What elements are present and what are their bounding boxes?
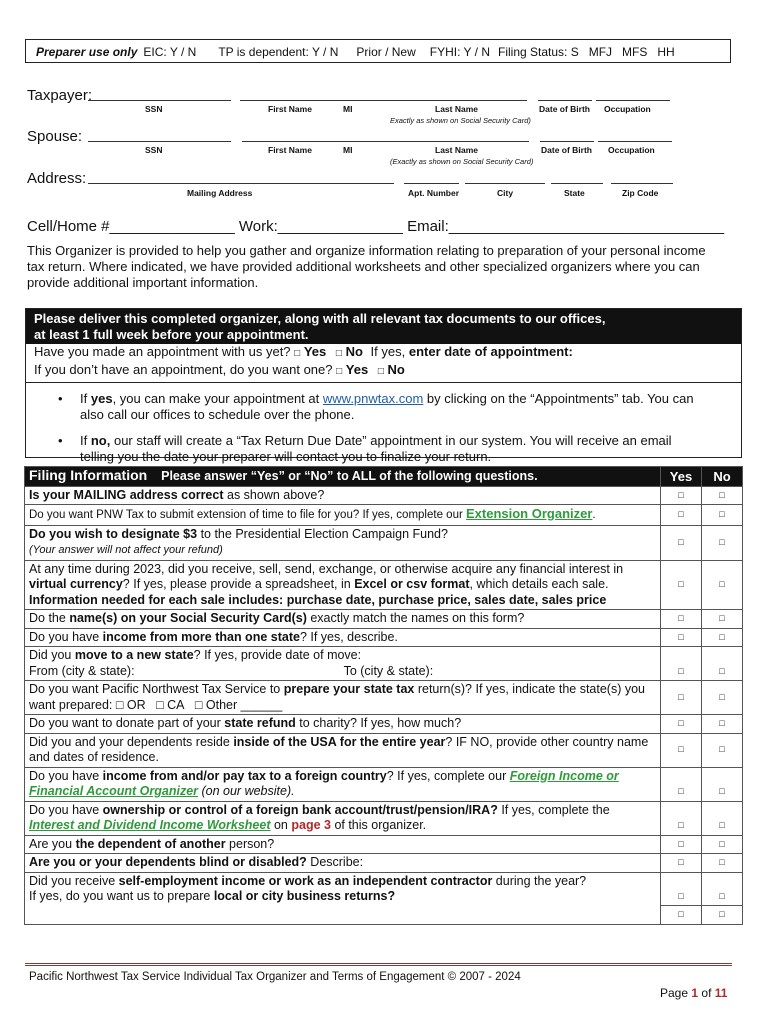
- work-label: Work:: [238, 218, 278, 235]
- q-state-tax: [25, 681, 661, 715]
- q7-from: From (city & state):: [29, 663, 135, 678]
- page-total: 11: [714, 986, 728, 1000]
- q11-text2: ? If yes, complete our: [386, 768, 510, 783]
- q10-bold: inside of the USA for the entire year: [233, 734, 446, 749]
- q15-text1: Did you receive: [29, 873, 119, 888]
- spouse-label: Spouse:: [27, 128, 83, 145]
- pnwtax-link[interactable]: www.pnwtax.com: [322, 391, 424, 406]
- table-row: [25, 733, 743, 767]
- q4-bold2: Excel or csv format: [354, 577, 470, 591]
- q-names-match: [25, 610, 661, 629]
- q-extension: [25, 505, 661, 526]
- q10-yes-checkbox[interactable]: □: [661, 733, 702, 767]
- want-appointment-question: [26, 362, 741, 383]
- q1-text: as shown above?: [223, 487, 325, 502]
- bullet-yes-if: If: [80, 391, 88, 406]
- preparer-fyhi[interactable]: FYHI: Y / N: [429, 45, 490, 59]
- appointment-no-checkbox[interactable]: □: [335, 348, 342, 359]
- q11-text1: Do you have: [29, 768, 103, 783]
- q16-text1: If yes, do you want us to prepare: [29, 889, 214, 903]
- filing-title: Filing Information: [29, 467, 148, 483]
- q16-no-checkbox[interactable]: □: [702, 906, 743, 925]
- q12-text2: If yes, complete the: [497, 802, 610, 817]
- q4-yes-checkbox[interactable]: □: [661, 560, 702, 610]
- deliver-heading: [26, 309, 741, 344]
- q9-text2: to charity? If yes, how much?: [295, 716, 462, 730]
- q10-no-checkbox[interactable]: □: [702, 733, 743, 767]
- appointment-no-label: No: [345, 344, 363, 359]
- q7-yes-checkbox[interactable]: □: [661, 647, 702, 681]
- q12-text3: on: [270, 818, 292, 832]
- q4-text3: , which details each sale.: [469, 577, 609, 591]
- want-appointment-yes-checkbox[interactable]: □: [336, 366, 343, 377]
- taxpayer-first-caption: First Name: [268, 104, 312, 114]
- q7-bold: move to a new state: [74, 648, 194, 662]
- table-row: [25, 628, 743, 647]
- filing-instruction: Please answer “Yes” or “No” to ALL of the following questions.: [161, 469, 538, 483]
- q-local-business: [25, 906, 661, 925]
- taxpayer-dob-field[interactable]: [538, 100, 592, 101]
- want-appointment-yes-label: Yes: [345, 362, 369, 377]
- bullet-yes-text1: , you can make your appointment at: [112, 391, 320, 406]
- appointment-question-text: Have you made an appointment with us yet?: [34, 344, 291, 359]
- table-row: [25, 767, 743, 801]
- q7-to: To (city & state):: [343, 663, 434, 678]
- q13-bold: the dependent of another: [75, 836, 226, 851]
- filing-header-row: [25, 467, 743, 487]
- no-column-header: No: [702, 467, 743, 487]
- q9-yes-checkbox[interactable]: □: [661, 715, 702, 734]
- spouse-first-caption: First Name: [268, 145, 312, 155]
- q12-yes-checkbox[interactable]: □: [661, 801, 702, 835]
- q5-bold: name(s) on your Social Security Card(s): [69, 611, 307, 625]
- q7-no-checkbox[interactable]: □: [702, 647, 743, 681]
- appointment-date-label: enter date of appointment:: [408, 344, 573, 359]
- q-blind-disabled: [25, 854, 661, 873]
- q6-yes-checkbox[interactable]: □: [661, 628, 702, 647]
- intro-paragraph: This Organizer is provided to help you gather and organize information relating to preparation of your personal income tax return. Where indicated, we have provided additional worksheets and other specialized organizers where you can provide additional important information.: [27, 243, 706, 290]
- address-label: Address:: [27, 170, 87, 187]
- q9-text1: Do you want to donate part of your: [29, 716, 225, 730]
- table-row: [25, 835, 743, 854]
- table-row: [25, 610, 743, 629]
- address-state-caption: State: [564, 188, 585, 198]
- q5-yes-checkbox[interactable]: □: [661, 610, 702, 629]
- taxpayer-name-field[interactable]: [240, 100, 527, 101]
- bullet-no: [58, 433, 708, 465]
- q-virtual-currency: [25, 560, 661, 610]
- q13-yes-checkbox[interactable]: □: [661, 835, 702, 854]
- appointment-question: [26, 344, 741, 362]
- table-row: [25, 525, 743, 560]
- q-mailing-address: [25, 486, 661, 505]
- q-election-fund: [25, 525, 661, 560]
- filing-header: [25, 467, 661, 487]
- q8-ca-option[interactable]: □ CA: [156, 697, 185, 712]
- email-field[interactable]: _________________________________: [448, 218, 725, 235]
- q16-yes-checkbox[interactable]: □: [661, 906, 702, 925]
- footer-text: Pacific Northwest Tax Service Individual Tax Organizer and Terms of Engagement © 2007 - 2024: [29, 971, 521, 983]
- q2-end: .: [592, 509, 596, 521]
- q6-text2: ? If yes, describe.: [299, 629, 398, 644]
- appointment-ifyes: If yes,: [370, 344, 406, 359]
- filing-info-table: [24, 466, 743, 925]
- q12-text1: Do you have: [29, 802, 103, 817]
- q13-text1: Are you: [29, 836, 76, 851]
- q8-bold: prepare your state tax: [283, 682, 415, 696]
- deliver-heading-line2: at least 1 full week before your appointment.: [34, 327, 309, 342]
- preparer-box: [25, 39, 731, 63]
- q11-yes-checkbox[interactable]: □: [661, 767, 702, 801]
- q2-yes-checkbox[interactable]: □: [661, 505, 702, 526]
- spouse-dob-caption: Date of Birth: [541, 145, 592, 155]
- preparer-mfj[interactable]: MFJ: [588, 45, 613, 59]
- address-city-field[interactable]: [465, 183, 545, 184]
- table-row: [25, 486, 743, 505]
- page3-ref[interactable]: page 3: [291, 818, 331, 832]
- q3-bold: Do you wish to designate $3: [29, 526, 198, 541]
- q4-bold3: Information needed for each sale includes: purchase date, purchase price, sales date, sales price: [29, 592, 607, 607]
- preparer-label: Preparer use only: [36, 45, 138, 59]
- preparer-eic[interactable]: EIC: Y / N: [143, 45, 197, 59]
- q13-no-checkbox[interactable]: □: [702, 835, 743, 854]
- address-state-field[interactable]: [551, 183, 603, 184]
- taxpayer-mi-caption: MI: [343, 104, 353, 114]
- q7-text2: ? If yes, provide date of move:: [193, 648, 362, 662]
- q3-note: (Your answer will not affect your refund): [29, 544, 223, 556]
- spouse-note: (Exactly as shown on Social Security Card): [390, 157, 534, 166]
- taxpayer-occ-caption: Occupation: [604, 104, 651, 114]
- table-row: [25, 560, 743, 610]
- taxpayer-label: Taxpayer:: [27, 87, 93, 104]
- want-appointment-no-checkbox[interactable]: □: [377, 366, 384, 377]
- bullet-yes: [58, 391, 708, 423]
- q-reside-usa: [25, 733, 661, 767]
- email-label: Email:: [407, 218, 449, 235]
- q-dependent: [25, 835, 661, 854]
- contact-line: [27, 218, 724, 235]
- table-row: [25, 505, 743, 526]
- q5-no-checkbox[interactable]: □: [702, 610, 743, 629]
- deliver-heading-line1: Please deliver this completed organizer, along with all relevant tax documents to our offices,: [34, 311, 606, 326]
- q2-no-checkbox[interactable]: □: [702, 505, 743, 526]
- address-mailing-field[interactable]: [88, 183, 394, 184]
- table-row: [25, 647, 743, 681]
- taxpayer-ssn-field[interactable]: [88, 100, 231, 101]
- interest-dividend-worksheet-link[interactable]: Interest and Dividend Income Worksheet: [29, 818, 271, 832]
- preparer-tp-dependent[interactable]: TP is dependent: Y / N: [218, 45, 339, 59]
- q11-bold: income from and/or pay tax to a foreign country: [102, 768, 387, 783]
- q-donate-refund: [25, 715, 661, 734]
- q4-no-checkbox[interactable]: □: [702, 560, 743, 610]
- q15-yes-checkbox[interactable]: □: [661, 872, 702, 906]
- table-row: [25, 801, 743, 835]
- address-mailing-caption: Mailing Address: [187, 188, 253, 198]
- bullet-no-text: our staff will create a “Tax Return Due Date” appointment in our system. You will receive an email telling you the date your preparer will contact you to finalize your return.: [80, 433, 672, 464]
- q12-no-checkbox[interactable]: □: [702, 801, 743, 835]
- q1-yes-checkbox[interactable]: □: [661, 486, 702, 505]
- q13-text2: person?: [225, 836, 275, 851]
- q5-text2: exactly match the names on this form?: [306, 611, 525, 625]
- q-multi-state: [25, 628, 661, 647]
- cell-field[interactable]: _______________: [109, 218, 235, 235]
- q15-no-checkbox[interactable]: □: [702, 872, 743, 906]
- taxpayer-dob-caption: Date of Birth: [539, 104, 590, 114]
- address-zip-caption: Zip Code: [622, 188, 659, 198]
- spouse-ssn-caption: SSN: [145, 145, 163, 155]
- q3-no-checkbox[interactable]: □: [702, 525, 743, 560]
- preparer-filing-status[interactable]: Filing Status: S: [498, 45, 579, 59]
- q14-bold: Are you or your dependents blind or disabled?: [29, 855, 307, 869]
- q8-other-option[interactable]: □ Other ______: [194, 697, 283, 712]
- preparer-mfs[interactable]: MFS: [622, 45, 648, 59]
- bullet-yes-word: yes: [90, 391, 113, 406]
- deliver-bullets: [58, 391, 741, 465]
- q15-bold: self-employment income or work as an independent contractor: [118, 873, 493, 888]
- q3-text: to the Presidential Election Campaign Fund?: [197, 526, 448, 541]
- taxpayer-note: Exactly as shown on Social Security Card): [390, 116, 531, 125]
- q8-no-checkbox[interactable]: □: [702, 681, 743, 715]
- page-label: Page: [660, 986, 689, 1000]
- q8-text2: return(s)? If yes, indicate the state(s) you want prepared:: [29, 682, 646, 712]
- q1-bold: Is your MAILING address correct: [29, 487, 224, 502]
- q8-yes-checkbox[interactable]: □: [661, 681, 702, 715]
- spouse-dob-field[interactable]: [540, 141, 594, 142]
- q-move-state: [25, 647, 661, 681]
- q6-no-checkbox[interactable]: □: [702, 628, 743, 647]
- q12-text4: of this organizer.: [330, 818, 427, 832]
- q8-or-option[interactable]: □ OR: [115, 697, 146, 712]
- yes-column-header: Yes: [661, 467, 702, 487]
- q-foreign-income: [25, 767, 661, 801]
- taxpayer-last-caption: Last Name: [435, 104, 478, 114]
- q14-text: Describe:: [306, 855, 364, 869]
- table-row: [25, 854, 743, 873]
- q4-text1: At any time during 2023, did you receive, sell, send, exchange, or otherwise acquire any financial interest in: [29, 561, 624, 576]
- spouse-mi-caption: MI: [343, 145, 353, 155]
- q12-bold: ownership or control of a foreign bank account/trust/pension/IRA?: [102, 802, 498, 817]
- spouse-ssn-field[interactable]: [88, 141, 231, 142]
- bullet-yes-text2: by clicking on the “Appointments” tab. You can also call our offices to schedule over the phone.: [80, 391, 694, 422]
- preparer-prior-new[interactable]: Prior / New: [356, 45, 416, 59]
- address-apt-caption: Apt. Number: [408, 188, 459, 198]
- bullet-no-if: If: [80, 433, 88, 448]
- address-city-caption: City: [497, 188, 514, 198]
- q7-text1: Did you: [29, 648, 75, 662]
- taxpayer-occupation-field[interactable]: [596, 100, 670, 101]
- spouse-name-field[interactable]: [242, 141, 529, 142]
- q5-text1: Do the: [29, 611, 70, 625]
- q15-text2: during the year?: [492, 873, 587, 888]
- foreign-income-organizer-link[interactable]: Foreign Income or Financial Account Organizer: [29, 768, 619, 798]
- extension-organizer-link[interactable]: Extension Organizer: [465, 506, 593, 521]
- footer-divider: [25, 963, 732, 967]
- q11-no-checkbox[interactable]: □: [702, 767, 743, 801]
- spouse-last-caption: Last Name: [435, 145, 478, 155]
- page-number: [660, 986, 727, 1000]
- spouse-occupation-field[interactable]: [598, 141, 672, 142]
- spouse-occ-caption: Occupation: [608, 145, 655, 155]
- q10-text1: Did you and your dependents reside: [29, 734, 234, 749]
- q11-text3: (on our website).: [198, 784, 295, 798]
- q3-yes-checkbox[interactable]: □: [661, 525, 702, 560]
- q10-text2: ? IF NO, provide other country name and dates of residence.: [29, 734, 649, 764]
- want-appointment-text: If you don’t have an appointment, do you want one?: [34, 362, 333, 377]
- appointment-yes-checkbox[interactable]: □: [294, 348, 301, 359]
- table-row: [25, 681, 743, 715]
- taxpayer-ssn-caption: SSN: [145, 104, 163, 114]
- address-apt-field[interactable]: [404, 183, 459, 184]
- table-row: [25, 906, 743, 925]
- q9-no-checkbox[interactable]: □: [702, 715, 743, 734]
- page-current: 1: [691, 986, 699, 1000]
- q8-text1: Do you want Pacific Northwest Tax Service to: [29, 682, 284, 696]
- q4-bold1: virtual currency: [29, 577, 123, 591]
- q14-yes-checkbox[interactable]: □: [661, 854, 702, 873]
- want-appointment-no-label: No: [387, 362, 405, 377]
- bullet-no-word: no,: [90, 433, 111, 448]
- q9-bold: state refund: [224, 716, 296, 730]
- table-row: [25, 715, 743, 734]
- q6-text1: Do you have: [29, 629, 103, 644]
- q6-bold: income from more than one state: [102, 629, 300, 644]
- q16-bold: local or city business returns?: [213, 889, 396, 903]
- table-row: [25, 872, 743, 906]
- deliver-box: [25, 308, 742, 464]
- appointment-yes-label: Yes: [303, 344, 327, 359]
- q-foreign-account: [25, 801, 661, 835]
- q-self-employment: [25, 872, 661, 906]
- address-zip-field[interactable]: [611, 183, 673, 184]
- cell-label: Cell/Home #: [27, 218, 110, 235]
- q2-text: Do you want PNW Tax to submit extension of time to file for you? If yes, complete our: [29, 509, 466, 521]
- q1-no-checkbox[interactable]: □: [702, 486, 743, 505]
- work-field[interactable]: _______________: [277, 218, 403, 235]
- q4-text2: ? If yes, please provide a spreadsheet, in: [122, 577, 355, 591]
- q14-no-checkbox[interactable]: □: [702, 854, 743, 873]
- page-of: of: [701, 986, 712, 1000]
- preparer-hh[interactable]: HH: [657, 45, 675, 59]
